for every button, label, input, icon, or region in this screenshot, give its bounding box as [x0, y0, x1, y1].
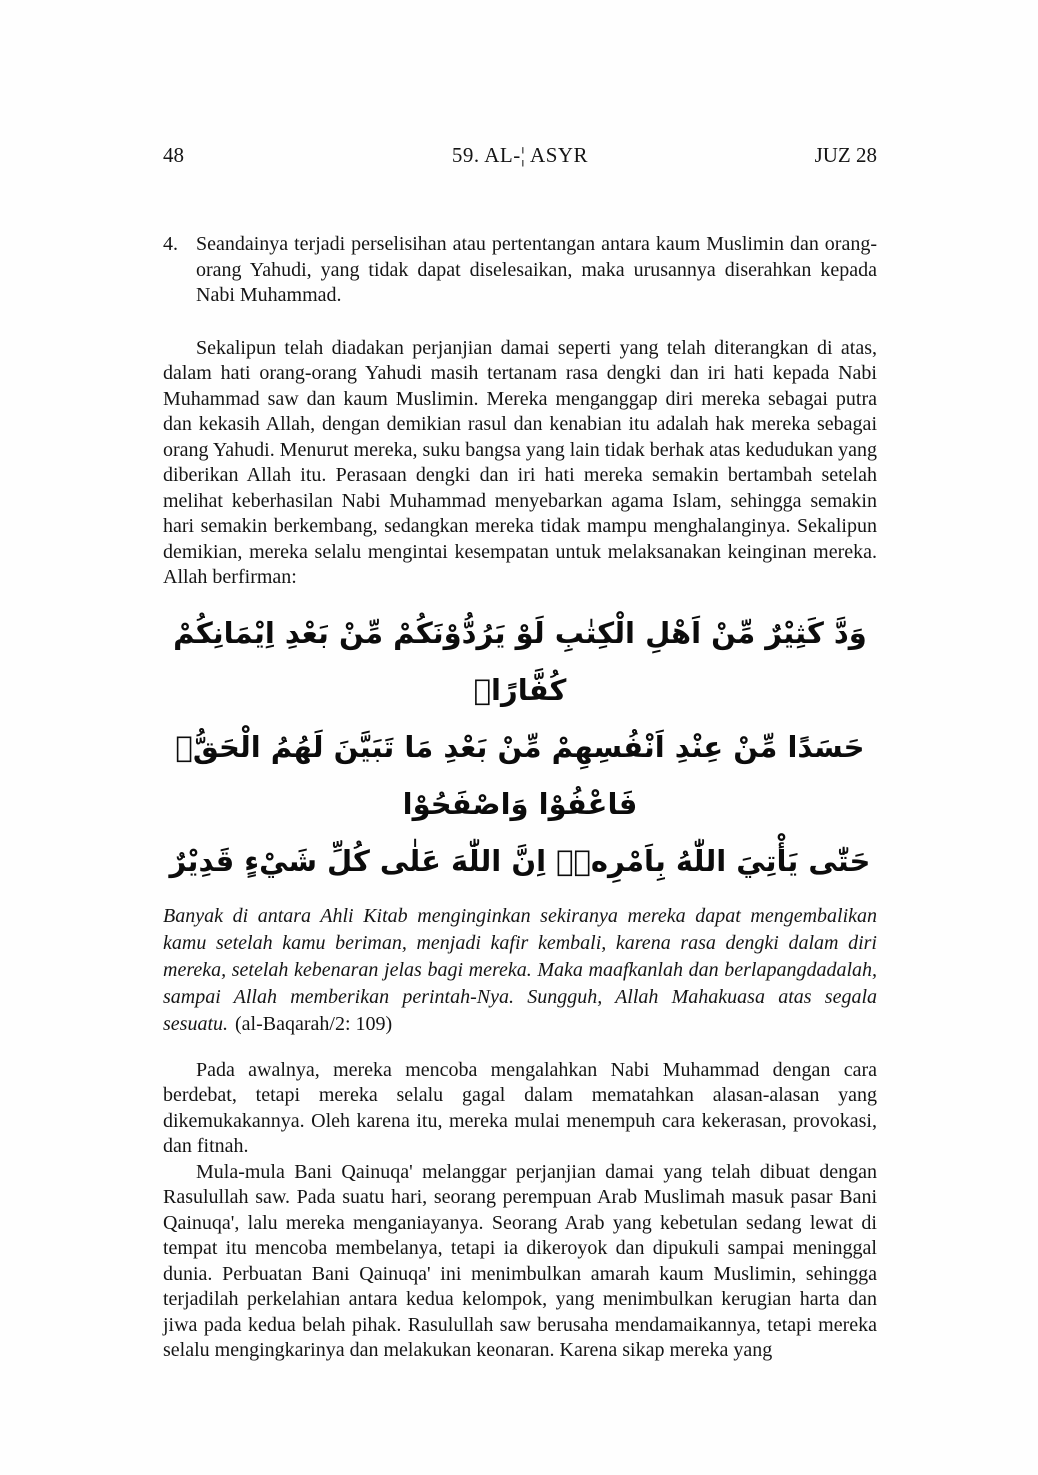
page-header	[163, 143, 877, 168]
commentary-paragraph-1: Sekalipun telah diadakan perjanjian damai seperti yang telah diterangkan di atas, dalam hati orang-orang Yahudi masih tertanam rasa dengki dan iri hati kepada Nabi Muhammad saw dan kaum Muslimin. Mereka menganggap diri mereka sebagai putra dan kekasih Allah, dengan demikian rasul dan kenabian itu adalah hak mereka sebagai orang Yahudi. Menurut mereka, suku bangsa yang lain tidak berhak atas kedudukan yang diberikan Allah itu. Perasaan dengki dan iri hati mereka semakin bertambah setelah melihat keberhasilan Nabi Muhammad menyebarkan agama Islam, sehingga semakin hari semakin berkembang, sedangkan mereka tidak mampu menghalanginya. Sekalipun demikian, mereka selalu mengintai kesempatan untuk melaksanakan keinginan mereka. Allah berfirman:	[163, 336, 877, 588]
quran-arabic-line-1: وَدَّ كَثِيْرٌ مِّنْ اَهْلِ الْكِتٰبِ لَوْ يَرُدُّوْنَكُمْ مِّنْ بَعْدِ اِيْمَانِكُمْ كُفَّارًاۚ	[173, 615, 867, 707]
verse-note-text: Seandainya terjadi perselisihan atau pertentangan antara kaum Muslimin dan orang-orang Yahudi, yang tidak dapat diselesaikan, maka urusannya diserahkan kepada Nabi Muhammad.	[196, 233, 877, 306]
verse-translation-text: Banyak di antara Ahli Kitab menginginkan sekiranya mereka dapat mengembalikan kamu setelah kamu beriman, menjadi kafir kembali, karena rasa dengki dalam diri mereka, setelah kebenaran jelas bagi mereka. Maka maafkanlah dan berlapangdadalah, sampai Allah memberikan perintah-Nya. Sungguh, Allah Mahakuasa atas segala sesuatu.	[163, 904, 877, 1035]
quran-arabic-verse	[163, 605, 877, 890]
commentary-paragraph-3: Mula-mula Bani Qainuqa' melanggar perjanjian damai yang telah dibuat dengan Rasulullah saw. Pada suatu hari, seorang perempuan Arab Muslimah masuk pasar Bani Qainuqa', lalu mereka menganiayanya. Seorang Arab yang kebetulan sedang lewat di tempat itu mencoba membelanya, tetapi ia dikeroyok dan dipukuli sampai meninggal dunia. Perbuatan Bani Qainuqa' ini menimbulkan amarah kaum Muslimin, sehingga terjadilah perkelahian antara kedua kelompok, yang menimbulkan kerugian harta dan jiwa pada kedua belah pihak. Rasulullah saw berusaha mendamaikannya, tetapi mereka selalu mengingkarinya dan melakukan keonaran. Karena sikap mereka yang	[163, 1160, 877, 1361]
verse-translation-paragraph	[163, 903, 877, 1038]
page-number: 48	[163, 143, 184, 167]
quran-arabic-line-2: حَسَدًا مِّنْ عِنْدِ اَنْفُسِهِمْ مِّنْ بَعْدِ مَا تَبَيَّنَ لَهُمُ الْحَقُّۚ فَاعْفُوْا وَاصْفَحُوْا	[175, 729, 865, 821]
surah-title: 59. AL-¦ ASYR	[451, 143, 589, 167]
page-content	[163, 143, 877, 1364]
juz-label: JUZ 28	[814, 143, 877, 167]
quran-arabic-line-3: حَتّٰى يَأْتِيَ اللّٰهُ بِاَمْرِهٖۗ اِنَّ اللّٰهَ عَلٰى كُلِّ شَيْءٍ قَدِيْرٌ	[169, 843, 871, 878]
verse-reference: (al-Baqarah/2: 109)	[235, 1012, 393, 1035]
commentary-paragraph-2: Pada awalnya, mereka mencoba mengalahkan Nabi Muhammad dengan cara berdebat, tetapi mereka selalu gagal dalam mematahkan alasan-alasan yang dikemukakannya. Oleh karena itu, mereka mulai menempuh cara kekerasan, provokasi, dan fitnah.	[163, 1058, 877, 1157]
verse-note-number: 4.	[163, 233, 178, 255]
verse-note-4	[163, 232, 877, 309]
